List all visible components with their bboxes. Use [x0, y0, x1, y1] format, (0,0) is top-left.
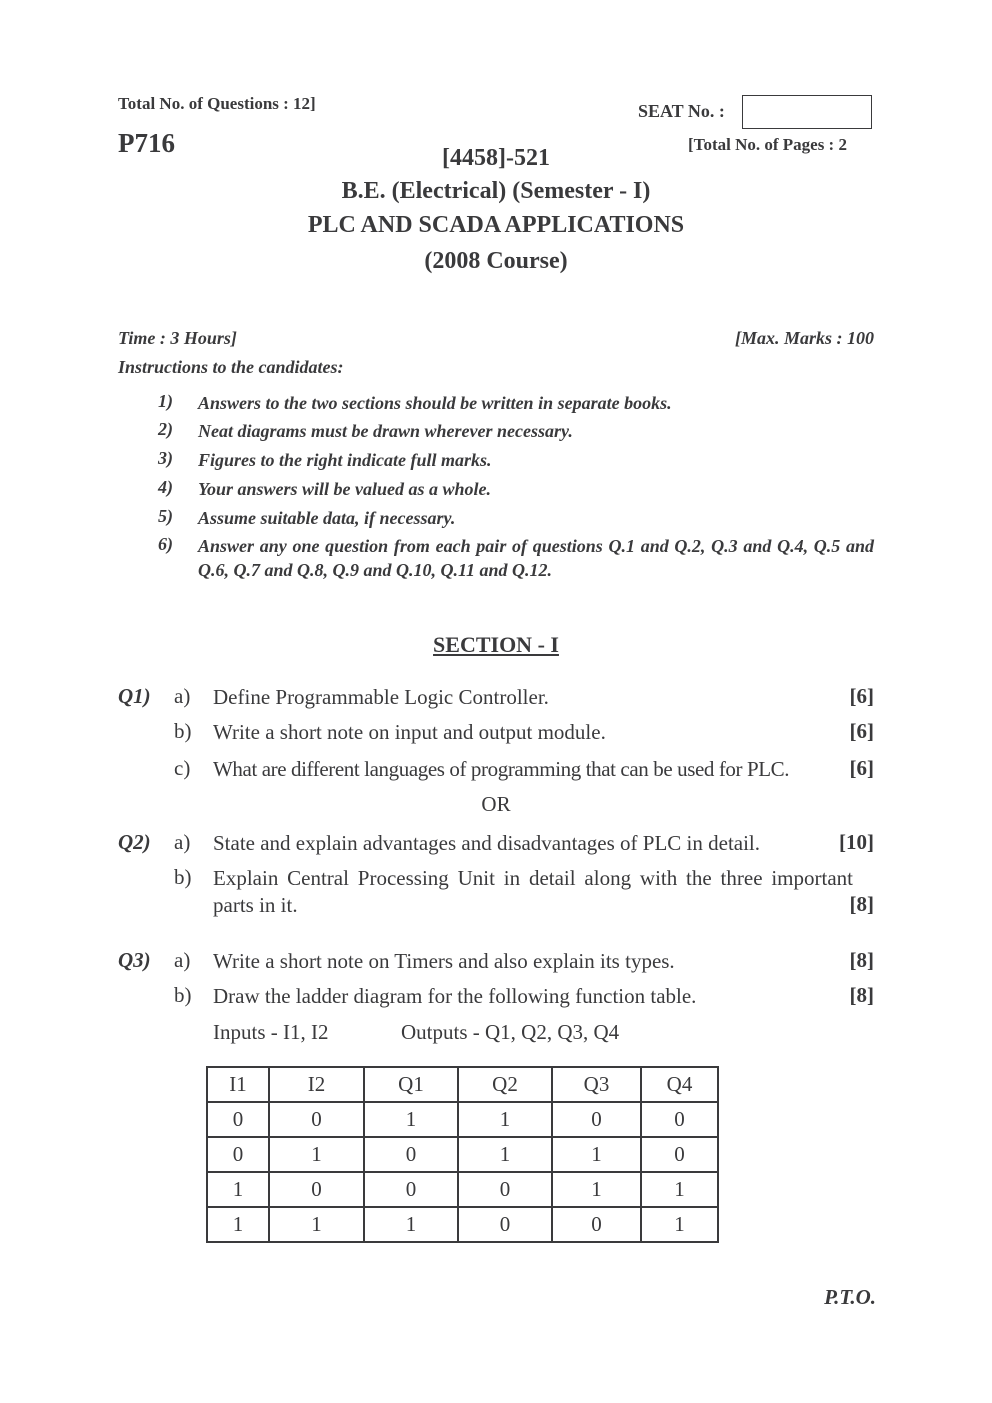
question-1a [0, 684, 992, 714]
question-number: Q3) [118, 948, 151, 972]
table-cell: 1 [641, 1207, 718, 1242]
table-header-cell: I2 [269, 1067, 364, 1102]
instruction-number: 3) [158, 448, 173, 468]
table-header-cell: Q2 [458, 1067, 552, 1102]
part-marks: [6] [849, 684, 874, 708]
part-text: Explain Central Processing Unit in detail along with the three important parts in it. [213, 866, 853, 917]
course-title-line1: B.E. (Electrical) (Semester - I) [341, 178, 651, 204]
table-cell: 0 [458, 1207, 552, 1242]
function-table [206, 1066, 719, 1243]
instruction-number: 1) [158, 391, 173, 411]
question-3b [0, 983, 992, 1013]
table-cell: 1 [269, 1137, 364, 1172]
instruction-number: 5) [158, 506, 173, 526]
table-row [207, 1207, 718, 1242]
outputs-label: Outputs - Q1, Q2, Q3, Q4 [401, 1020, 620, 1044]
part-label: a) [174, 830, 191, 854]
table-cell: 0 [207, 1102, 269, 1137]
table-cell: 1 [458, 1137, 552, 1172]
part-marks: [8] [849, 892, 874, 916]
table-header-cell: Q3 [552, 1067, 641, 1102]
part-label: a) [174, 948, 191, 972]
instruction-number: 6) [158, 534, 173, 554]
table-header-cell: I1 [207, 1067, 269, 1102]
table-cell: 0 [364, 1137, 458, 1172]
time-limit: Time : 3 Hours] [118, 328, 237, 348]
paper-code: P716 [118, 128, 175, 158]
section-title: SECTION - I [433, 632, 559, 657]
table-row [207, 1172, 718, 1207]
instruction-text: Your answers will be valued as a whole. [198, 479, 492, 499]
table-cell: 0 [641, 1102, 718, 1137]
total-questions: Total No. of Questions : 12] [118, 94, 316, 113]
part-label: b) [174, 983, 192, 1007]
part-marks: [8] [849, 948, 874, 972]
table-cell: 0 [269, 1102, 364, 1137]
instruction-number: 2) [158, 419, 173, 439]
inputs-label: Inputs - I1, I2 [213, 1020, 329, 1044]
part-label: c) [174, 756, 191, 780]
instruction-text: Neat diagrams must be drawn wherever necessary. [198, 421, 573, 441]
max-marks: [Max. Marks : 100 [734, 328, 874, 348]
table-cell: 1 [207, 1207, 269, 1242]
table-header-row [207, 1067, 718, 1102]
table-cell: 0 [641, 1137, 718, 1172]
question-2a [0, 830, 992, 860]
table-cell: 1 [552, 1172, 641, 1207]
seat-label: SEAT No. : [638, 101, 725, 121]
part-text: What are different languages of programming that can be used for PLC. [213, 757, 790, 781]
question-3a [0, 948, 992, 978]
table-cell: 1 [641, 1172, 718, 1207]
table-cell: 1 [269, 1207, 364, 1242]
table-cell: 1 [364, 1207, 458, 1242]
table-cell: 1 [552, 1137, 641, 1172]
table-cell: 0 [269, 1172, 364, 1207]
part-label: b) [174, 719, 192, 743]
part-marks: [6] [849, 719, 874, 743]
table-cell: 0 [552, 1207, 641, 1242]
table-cell: 1 [364, 1102, 458, 1137]
table-row [207, 1102, 718, 1137]
instruction-text: Assume suitable data, if necessary. [198, 508, 456, 528]
part-text: Write a short note on input and output module. [213, 720, 606, 744]
instruction-text: Answers to the two sections should be written in separate books. [198, 393, 672, 413]
part-marks: [6] [849, 756, 874, 780]
part-text: Write a short note on Timers and also explain its types. [213, 949, 675, 973]
question-1b [0, 719, 992, 749]
seat-number-box [742, 95, 872, 129]
instructions-title: Instructions to the candidates: [118, 357, 344, 377]
instruction-number: 4) [158, 477, 173, 497]
please-turn-over: P.T.O. [824, 1285, 876, 1309]
question-number: Q2) [118, 830, 151, 854]
table-cell: 1 [207, 1172, 269, 1207]
part-label: a) [174, 684, 191, 708]
io-labels [213, 1020, 620, 1045]
table-cell: 1 [458, 1102, 552, 1137]
instruction-text: Answer any one question from each pair of questions Q.1 and Q.2, Q.3 and Q.4, Q.5 and Q.6, Q.7 and Q.8, Q.9 and Q.10, Q.11 and Q.12. [198, 536, 874, 580]
table-cell: 0 [458, 1172, 552, 1207]
course-title-line2: PLC AND SCADA APPLICATIONS [307, 212, 685, 238]
table-cell: 0 [552, 1102, 641, 1137]
table-cell: 0 [364, 1172, 458, 1207]
table-header-cell: Q4 [641, 1067, 718, 1102]
table-row [207, 1137, 718, 1172]
part-marks: [10] [839, 830, 874, 854]
part-label: b) [174, 865, 192, 889]
question-2b [0, 865, 992, 925]
total-pages: [Total No. of Pages : 2 [688, 135, 847, 154]
question-1c [0, 756, 992, 786]
part-marks: [8] [849, 983, 874, 1007]
course-title-line3: (2008 Course) [424, 248, 568, 274]
part-text: Draw the ladder diagram for the following function table. [213, 984, 697, 1008]
exam-code: [4458]-521 [442, 145, 550, 171]
table-header-cell: Q1 [364, 1067, 458, 1102]
or-separator: OR [481, 792, 511, 816]
part-text: Define Programmable Logic Controller. [213, 685, 549, 709]
question-number: Q1) [118, 684, 151, 708]
table-cell: 0 [207, 1137, 269, 1172]
instruction-text: Figures to the right indicate full marks. [198, 450, 492, 470]
part-text: State and explain advantages and disadvantages of PLC in detail. [213, 831, 761, 855]
